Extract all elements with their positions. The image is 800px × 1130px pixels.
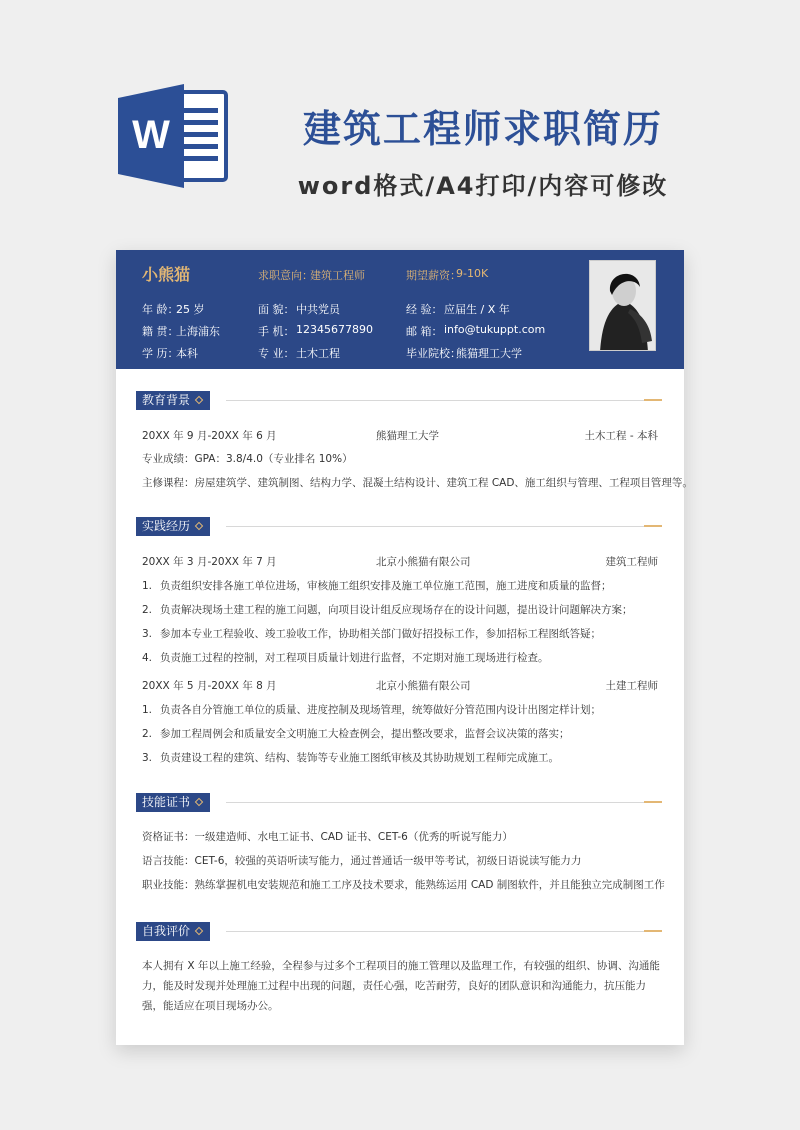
section-experience: 实践经历 (136, 517, 210, 536)
logo-letter: W (132, 113, 170, 157)
divider-accent (644, 930, 662, 932)
edu-major: 土木工程 - 本科 (584, 430, 658, 442)
age-label: 年 龄： (142, 303, 179, 316)
section-self-eval: 自我评价 (136, 922, 210, 941)
list-item: 1. 负责各自分管施工单位的质量、进度控制及现场管理，统筹做好分管范围内设计出图定样计划； (142, 704, 601, 716)
resume-header (116, 250, 684, 369)
salary-label: 期望薪资： (406, 269, 461, 282)
divider-accent (644, 801, 662, 803)
divider-accent (644, 525, 662, 527)
major-value: 土木工程 (296, 347, 340, 360)
job2-company: 北京小熊猫有限公司 (376, 680, 471, 692)
candidate-name: 小熊猫 (142, 265, 191, 284)
divider (226, 400, 654, 401)
school-value: 熊猫理工大学 (456, 347, 522, 360)
list-item: 4. 负责施工过程的控制，对工程项目质量计划进行监督，不定期对施工现场进行检查。 (142, 652, 549, 664)
experience-label: 经 验： (406, 303, 443, 316)
politics-value: 中共党员 (296, 303, 340, 316)
edu-school: 熊猫理工大学 (376, 430, 439, 442)
profile-photo (589, 260, 656, 351)
list-item: 3. 负责建设工程的建筑、结构、装饰等专业施工图纸审核及其协助规划工程师完成施工。 (142, 752, 559, 764)
edu-gpa: 专业成绩：GPA：3.8/4.0（专业排名 10%） (142, 453, 353, 465)
hometown-value: 上海浦东 (176, 325, 220, 338)
hometown-label: 籍 贯： (142, 325, 179, 338)
list-item: 1. 负责组织安排各施工单位进场，审核施工组织安排及施工单位施工范围，施工进度和质量的监督； (142, 580, 612, 592)
phone-value: 12345677890 (296, 323, 373, 336)
edu-courses: 主修课程：房屋建筑学、建筑制图、结构力学、混凝土结构设计、建筑工程 CAD、施工组织与管理、工程项目管理等。 (142, 477, 693, 489)
email-label: 邮 箱： (406, 325, 443, 338)
word-doc-icon (118, 84, 230, 188)
age-value: 25 岁 (176, 303, 205, 316)
list-item: 3. 参加本专业工程验收、竣工验收工作，协助相关部门做好招投标工作，参加招标工程图纸答疑； (142, 628, 601, 640)
section-skills: 技能证书 (136, 793, 210, 812)
degree-label: 学 历： (142, 347, 179, 360)
job2-role: 土建工程师 (605, 680, 658, 692)
politics-label: 面 貌： (258, 303, 295, 316)
list-item: 2. 负责解决现场土建工程的施工问题，向项目设计组反应现场存在的设计问题，提出设计问题解决方案； (142, 604, 633, 616)
divider-accent (644, 399, 662, 401)
self-eval-text: 本人拥有 X 年以上施工经验，全程参与过多个工程项目的施工管理以及监理工作，有较强的组织、协调、沟通能力，能及时发现并处理施工过程中出现的问题，责任心强，吃苦耐劳，良好的团队意识和沟通能力，抗压能力强，能适应在项目现场办公。 (142, 960, 660, 1012)
salary-value: 9-10K (456, 267, 489, 280)
target-label: 求职意向： (258, 269, 313, 282)
skill-line: 职业技能：熟练掌握机电安装规范和施工工序及技术要求，能熟练运用 CAD 制图软件，并且能独立完成制图工作 (142, 879, 665, 891)
job2-period: 20XX 年 5 月-20XX 年 8 月 (142, 680, 277, 692)
page-subtitle: word格式/A4打印/内容可修改 (297, 172, 669, 200)
major-label: 专 业： (258, 347, 295, 360)
diamond-icon (195, 927, 203, 935)
page-title: 建筑工程师求职简历 (302, 107, 663, 151)
phone-label: 手 机： (258, 325, 295, 338)
list-item: 2. 参加工程周例会和质量安全文明施工大检查例会，提出整改要求，监督会议决策的落实； (142, 728, 570, 740)
job1-period: 20XX 年 3 月-20XX 年 7 月 (142, 556, 277, 568)
edu-period: 20XX 年 9 月-20XX 年 6 月 (142, 430, 277, 442)
email-value: info@tukuppt.com (444, 323, 546, 336)
job1-role: 建筑工程师 (605, 556, 658, 568)
section-education: 教育背景 (136, 391, 210, 410)
job1-company: 北京小熊猫有限公司 (376, 556, 471, 568)
diamond-icon (195, 798, 203, 806)
divider (226, 802, 654, 803)
target-value: 建筑工程师 (310, 269, 365, 282)
skill-line: 语言技能：CET-6，较强的英语听读写能力，通过普通话一级甲等考试，初级日语说读写能力力 (142, 855, 582, 867)
divider (226, 526, 654, 527)
resume-paper (116, 250, 693, 1045)
diamond-icon (195, 522, 203, 530)
diamond-icon (195, 396, 203, 404)
skill-line: 资格证书：一级建造师、水电工证书、CAD 证书、CET-6（优秀的听说写能力） (142, 831, 513, 843)
divider (226, 931, 654, 932)
school-label: 毕业院校： (406, 347, 461, 360)
degree-value: 本科 (176, 347, 198, 360)
experience-value: 应届生 / X 年 (444, 303, 510, 316)
